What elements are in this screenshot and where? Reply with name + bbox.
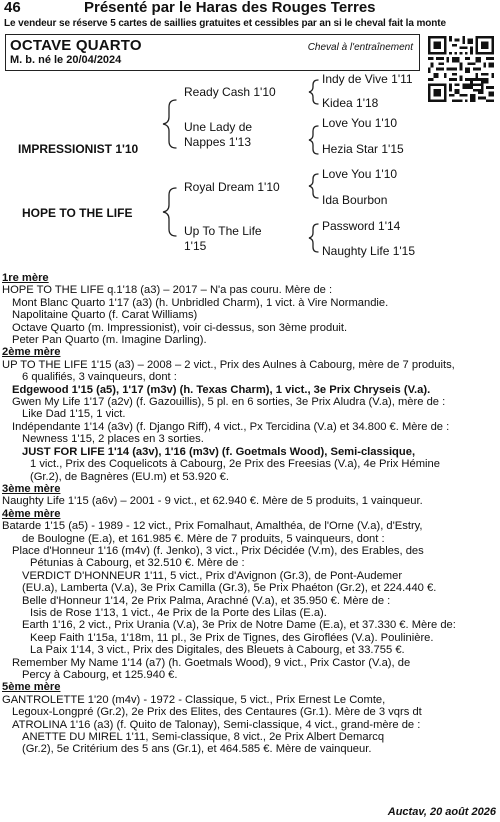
produce-line: Edgewood 1'15 (a5), 1'17 (m3v) (h. Texas Charm), 1 vict., 3e Prix Chryseis (V.a). (12, 383, 431, 396)
second-dam-line: UP TO THE LIFE 1'15 (a3) – 2008 – 2 vict., Prix des Aulnes à Cabourg, mère de 7 produits, (2, 358, 455, 371)
pedigree-table (0, 68, 500, 268)
horse-name: OCTAVE QUARTO (10, 37, 142, 54)
text-line: 1 vict., Prix des Coquelicots à Cabourg, 2e Prix des Freesias (V.a), 4e Prix Hémine (30, 458, 440, 471)
produce-line: Belle d'Honneur 1'14, 2e Prix Palma, Arachné (V.a), et 35.950 €. Mère de : (22, 594, 391, 607)
pedigree-sdd: Hezia Star 1'15 (322, 142, 404, 156)
lot-number: 46 (4, 0, 21, 16)
produce-line: Remember My Name 1'14 (a7) (h. Goetmals Wood), 9 vict., Prix Castor (V.a), de (12, 656, 411, 669)
fourth-dam-heading: 4ème mère (2, 507, 61, 520)
produce-line: ATROLINA 1'16 (a3) (f. Quito de Talonay), Semi-classique, 4 vict., grand-mère de : (12, 718, 421, 731)
footer-sale-info: Auctav, 20 août 2026 (387, 806, 496, 818)
horse-status: Cheval à l'entraînement (307, 42, 413, 53)
produce-line: Peter Pan Quarto (m. Imagine Darling). (12, 334, 207, 347)
fourth-dam-line: Batarde 1'15 (a5) - 1989 - 12 vict., Prix Fomalhaut, Amalthéa, de l'Orne (V.a), d'Estry, (2, 520, 423, 533)
produce-line: Keep Faith 1'15a, 1'18m, 11 pl., 3e Prix de Tignes, des Giroflées (V.a). Poulinière. (30, 631, 434, 644)
pedigree-dam-dam: Up To The Life 1'15 (184, 224, 262, 253)
produce-line: Newness 1'15, 2 places en 3 sorties. (22, 433, 204, 446)
first-dam-line: HOPE TO THE LIFE q.1'18 (a3) – 2017 – N'a pas couru. Mère de : (2, 284, 333, 297)
pedigree-sss: Indy de Vive 1'11 (322, 72, 413, 86)
pedigree-dsd: Ida Bourbon (322, 193, 388, 207)
produce-line: Isis de Rose 1'13, 1 vict., 4e Prix de la Porte des Lilas (E.a). (30, 606, 327, 619)
seller-note: Le vendeur se réserve 5 cartes de saillies gratuites et cessibles par an si le cheval fait la monte (4, 18, 446, 29)
second-dam-heading: 2ème mère (2, 346, 61, 359)
text-line: de Boulogne (E.a), et 161.985 €. Mère de 7 produits, 5 vainqueurs, dont : (22, 532, 385, 545)
pedigree-ssd: Kidea 1'18 (322, 96, 379, 110)
produce-line: JUST FOR LIFE 1'14 (a3v), 1'16 (m3v) (f. Goetmals Wood), Semi-classique, (22, 445, 416, 458)
pedigree-dam: HOPE TO THE LIFE (22, 206, 133, 220)
produce-line: Indépendante 1'14 (a3v) (f. Django Riff), 4 vict., Px Tercidina (V.a) et 34.800 €. Mère de : (12, 420, 450, 433)
produce-line: Mont Blanc Quarto 1'17 (a3) (h. Unbridled Charm), 1 vict. à Vire Normandie. (12, 296, 389, 309)
fifth-dam-heading: 5ème mère (2, 681, 61, 694)
produce-line: ANETTE DU MIREL 1'11, Semi-classique, 8 vict., 2e Prix Albert Demarcq (22, 731, 385, 744)
pedigree-ddd: Naughty Life 1'15 (322, 244, 416, 258)
produce-line: Napolitaine Quarto (f. Carat Williams) (12, 309, 198, 322)
text-line: Legoux-Longpré (Gr.2), 2e Prix des Elites, des Centaures (Gr.1). Mère de 3 vqrs dt (12, 706, 422, 719)
produce-line: Octave Quarto (m. Impressionist), voir ci-dessus, son 3ème produit. (12, 321, 348, 334)
pedigree-sds: Love You 1'10 (322, 116, 398, 130)
pedigree-sire: IMPRESSIONIST 1'10 (18, 142, 139, 156)
pedigree-dds: Password 1'14 (322, 219, 401, 233)
text-line: Pétunias à Cabourg, et 32.510 €. Mère de : (30, 557, 245, 570)
maternal-family (2, 272, 498, 756)
text-line: (Gr.2), 5e Critérium des 5 ans (Gr.1), et 464.585 €. Mère de vainqueur. (22, 743, 372, 756)
text-line: (Gr.2), de Bagnères (EU.m) et 53.920 €. (30, 470, 229, 483)
text-line: 6 qualifiés, 3 vainqueurs, dont : (22, 371, 177, 384)
pedigree-dss: Love You 1'10 (322, 167, 398, 181)
pedigree-dam-sire: Royal Dream 1'10 (184, 180, 280, 194)
pedigree-sire-dam: Une Lady de Nappes 1'13 (184, 120, 253, 149)
text-line: Percy à Cabourg, et 125.940 €. (22, 669, 178, 681)
third-dam-line: Naughty Life 1'15 (a6v) – 2001 - 9 vict., et 62.940 €. Mère de 5 produits, 1 vainqueur. (2, 495, 423, 508)
produce-line: Earth 1'16, 2 vict., Prix Urania (V.a), 3e Prix de Notre Dame (E.a), et 37.330 €. Mère de: (22, 619, 456, 632)
pedigree-sire-sire: Ready Cash 1'10 (184, 85, 276, 99)
fifth-dam-line: GANTROLETTE 1'20 (m4v) - 1972 - Classique, 5 vict., Prix Ernest Le Comte, (2, 693, 386, 706)
text-line: (EU.a), Lamberta (V.a), 3e Prix Camilla (Gr.3), 5e Prix Phaéton (Gr.2), et 224.440 €. (22, 582, 437, 595)
horse-description: M. b. né le 20/04/2024 (10, 54, 122, 66)
horse-name-box (5, 34, 420, 71)
produce-line: VERDICT D'HONNEUR 1'11, 5 vict., Prix d'Avignon (Gr.3), de Pont-Audemer (22, 569, 403, 582)
produce-line: La Paix 1'14, 3 vict., Prix des Digitales, des Bleuets à Cabourg, et 33.755 €. (30, 644, 405, 657)
produce-line: Place d'Honneur 1'16 (m4v) (f. Jenko), 3 vict., Prix Décidée (V.m), des Erables, des (12, 544, 424, 557)
produce-line: Like Dad 1'15, 1 vict. (22, 408, 126, 421)
consignor-title: Présenté par le Haras des Rouges Terres (84, 0, 376, 16)
third-dam-heading: 3ème mère (2, 482, 61, 495)
first-dam-heading: 1re mère (2, 272, 49, 284)
produce-line: Gwen My Life 1'17 (a2v) (f. Gazouillis), 5 pl. en 6 sorties, 3e Prix Aludra (V.a), mère de : (12, 396, 446, 409)
